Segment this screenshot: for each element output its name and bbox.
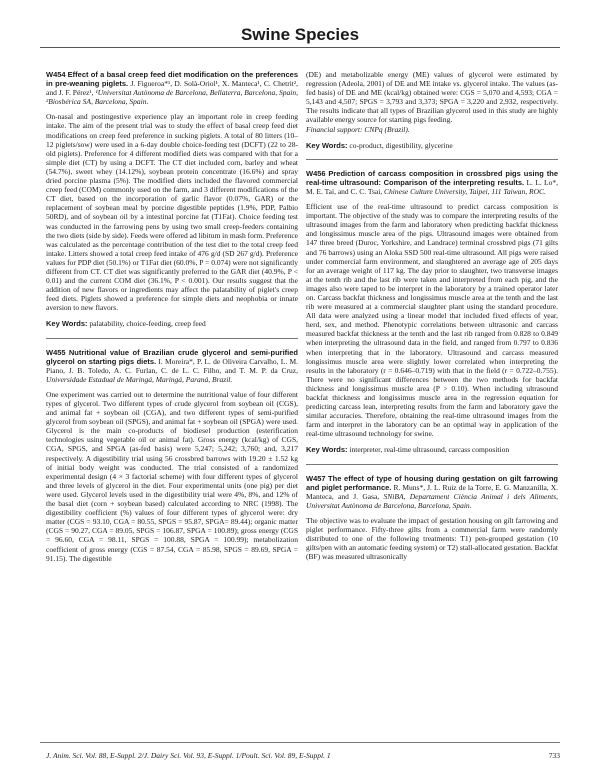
header-rule (40, 47, 560, 48)
page-footer (46, 751, 560, 760)
abstract-w455-affiliation: Universidade Estadual de Maringá, Maringá, Paraná, Brazil. (46, 374, 233, 384)
abstract-w455-body-left: One experiment was carried out to determine the nutritional value of four different types of glycerol. Two different types of crude glycerol from soybean oil (CGS), and animal fat + soybean oil (CGA), and two different types of semi-purified glycerol from soybean oil (SPGS), and animal fat + soybean oil (SPGA) were used. Glycerol is the main co-products of biodiesel production (esterification technologies using vegetable oil or animal fat). Gross energy (kcal/kg) of CGS, CGA, SPGS, and SPGA (as-fed basis) were 5,247; 5,242; 3,760; and, 3,217 respectively. A digestibility trial using 56 crossbred barrows with 19.20 ± 1.52 kg of initial body weight was conducted. The trial consisted of a randomized experimental design (4 × 3 factorial scheme) with four different types of glycerol and three levels of glycerol in the diet. Four experimental units (one pig) per diet were used. Glycerol levels used in the digestibility trial were 4%, 8%, and 12% of the basal diet (corn + soybean based) calculated according to NRC (1998). The digestibility coefficient (%) values of four different types of glycerol were: dry matter (CGS = 93.10, CGA = 80.55, SPGS = 95.87, SPGA= 89.44); organic matter (CGS = 90.27, CGA = 89.05, SPGS = 106.87, SPGA = 100.89); gross energy (CGS = 96.60, CGA = 98.11, SPGS = 100.88, SPGA = 100.99); metabolization coefficient of gross energy (CGS = 87.54, CGA = 85.98, SPGS = 89.69, SPGA = 91.15). The digestible (46, 389, 298, 563)
abstract-w457-authors: R. Muns*, J. L. Ruiz de la Torre, E. G. Manzanilla, X. Manteca, and J. Gasa, (306, 482, 558, 501)
abstract-separator (306, 464, 558, 465)
abstract-w454-keywords-label: Key Words: (46, 319, 88, 329)
abstract-w455-body-right: (DE) and metabolizable energy (ME) values of glycerol were estimated by regression (Adeola, 2001) of DE and ME intake vs. glycerol intake. The values (as-fed basis) of DE and ME (kcal/kg) obtained were: CGS = 5,070 and 4,593; CGA = 5,143 and 4,507; SPGS = 3,793 and 3,373; SPGA = 3,220 and 2,932, respectively. The results indicate that all types of Brazilian glycerol used in this study are highly available energy source for starting pigs feeding. (306, 70, 558, 125)
abstract-w456-body: Efficient use of the real-time ultrasound to predict carcass composition is important. The objective of the study was to compare the interpreting results of the ultrasound images from the farm and laboratory when predicting backfat thickness and longissimus muscle area of the pigs. Ultrasound images were obtained from 147 three breed (Duroc, Yorkshire, and Landrace) terminal crossbred pigs (71 gilts and 76 barrows) using an Aloka SSD 500 real-time ultrasound. All pigs were raised under commercial farm environment, and slaughtered an average age of 205 days for an average weight of 117 kg. The day prior to slaughter, two transverse images at the tenth rib and the last rib were taken and interpreted from each pig, and the images also were taped to be interpret in the laboratory by a trained operator later on. Carcass backfat thickness and longissimus muscle area at the tenth and the last rib were measured at a commercial slaughter plant using the standard procedure. All data were analyzed using a linear model that included fixed effects of year, herd, sex, and method. Phenotypic correlations between ultrasonic and carcass measured backfat thickness at the tenth and the last rib ranged from 0.828 to 0.849 when interpreting the ultrasound data in the field, and ranged from 0.797 to 0.836 when interpreting that in the laboratory. Ultrasound and carcass measured longissimus muscle area were slightly lower correlated when interpreting the results in the laboratory (r = 0.646–0.719) with that in the field (r = 0.722–0.755). There were no significant differences between the two methods for backfat thickness and longissimus muscle area (P > 0.10). When including ultrasound backfat thickness and longissimus muscle area in the regression equation for predicting carcass lean, interpreting results from the farm and laboratory gave the similar accuracies. Therefore, obtaining the real-time ultrasound images from the farm and interpret in the laboratory can be an optimal way in application of the real-time ultrasound technology for swine. (306, 202, 558, 439)
journal-citation: J. Anim. Sci. Vol. 88, E-Suppl. 2/J. Dairy Sci. Vol. 93, E-Suppl. 1/Poult. Sci. Vol. 89, E-Suppl. 1 (46, 751, 331, 760)
abstract-w454-authors: J. Figueroa*¹, D. Solà-Oriol¹, X. Manteca¹, C. Chetrit², and J. F. Pérez¹, (46, 79, 299, 98)
abstract-w454-body: On-nasal and postingestive experience play an important role in creep feeding intake. The aim of the present trial was to study the effect of basal creep feed diet modifications on creep feed preference in sucking piglets. A total of 80 litters (10–12 piglets/sow) were used in a 6-day double choice-feeding test (DCFT) (22 to 28-old piglets). Preference for 4 different modified diets was compared with that for a simple diet (CT) by using a DCFT. The CT diet included corn, barley and wheat (54.7%), sweet whey (14.12%), soybean protein concentrate (16.6%) and spray dried porcine plasma (5%). The modified diets included the flavored commercial creep feed (COM) commonly used on the farm, and 3 different modifications of the CT diet, based on the incorporation of garlic flavor (0.07%, GAR) or the replacement of soybean meal by porcine digestible peptides (1.9%, PDP, Palbio 50RD), and of soybean oil by a intestinal porcine fat (T1Fat). Choice feeding test was conducted in the farrowing pens by using two small creep-feeders containing the two diets (side by side). Feeds were offered ad libitum in mash form. Preference was calculated as the percentage contribution of the test diet to the total creep feed intake. Litters showed a total creep feed intake of 476 g/d (SD 267 g/d). Preference values for PDP diet (50.1%) or T1Fat diet (60.0%, P = 0.074) were not significantly different from CT. CT diet was significantly preferred to the GAR diet (40.9%, P < 0.01) and the current COM diet (36.1%, P < 0.001). Our results suggest that the addition of new flavors or ingredients may affect the palatability of piglet's creep feed diets. Piglets showed a preference for simple diets and neophobia or innate aversion to new flavors. (46, 112, 298, 313)
abstract-w455-title: Nutritional value of Brazilian crude glycerol and semi-purified glycerol on starting pigs diets. (46, 347, 298, 366)
abstract-w454-keywords (46, 319, 298, 328)
abstract-w455-keywords (306, 141, 558, 150)
left-column (46, 70, 298, 563)
abstract-w456-title: Prediction of carcass composition in crossbred pigs using the real-time ultrasound: Comparison of the interpreting results. (306, 168, 559, 187)
abstract-w456-affiliation: Chinese Culture University, Taipei, 111 Taiwan, ROC. (384, 186, 546, 196)
abstract-w456-header (306, 169, 558, 196)
page-title: Swine Species (240, 25, 360, 44)
abstract-w456-keywords (306, 445, 558, 454)
abstract-w455-authors: I. Moreira*, P. L. de Oliveira Carvalho, L. M. Piano, J. B. Toledo, A. C. Furlan, C. de L. C. Filho, and T. M. P. da Cruz, (46, 356, 299, 375)
abstract-w457-body: The objective was to evaluate the impact of gestation housing on gilt farrowing and piglet performance. Fifty-three gilts from a commercial farm were randomly distributed to one of the following treatments: T1) pen-grouped gestation (10 gilts/pen with an automatic feeding system) or T2) stall-allocated gestation. Backfat (BF) was measured ultrasonically (306, 515, 558, 562)
abstract-separator (306, 159, 558, 160)
abstract-w454-header (46, 70, 298, 106)
abstract-w457-number: W457 (306, 473, 326, 483)
abstract-w454-affiliation: ¹Universitat Autònoma de Barcelona, Bellaterra, Barcelona, Spain, ²Biosbérica SA, Barcelona, Spain. (46, 88, 298, 107)
abstract-w455-keywords-text: co-product, digestibility, glycerine (349, 140, 453, 150)
abstract-w457-affiliation: SNiBA, Departament Ciència Animal i dels Aliments, Universitat Autònoma de Barcelona, Barcelona, Spain. (306, 491, 558, 510)
abstract-w457-title: The effect of type of housing during gestation on gilt farrowing and piglet performance. (306, 473, 558, 492)
footer-rule (40, 742, 560, 743)
abstract-w457-header (306, 474, 558, 510)
right-column (306, 70, 558, 561)
abstract-separator (46, 338, 298, 339)
abstract-w455-keywords-label: Key Words: (306, 140, 348, 150)
abstract-w455-number: W455 (46, 347, 66, 357)
abstract-w455-header (46, 348, 298, 384)
abstract-w456-number: W456 (306, 168, 326, 178)
abstract-w454-title: Effect of a basal creep feed diet modification on the preferences in pre-weaning piglets. (46, 70, 298, 89)
abstract-w455-support: Financial support: CNPq (Brazil). (306, 124, 410, 134)
abstract-w456-authors: L. L. Lo*, M. E. Tai, and C. C. Tsai, (306, 177, 558, 196)
abstract-w454-keywords-text: palatability, choice-feeding, creep feed (89, 319, 206, 329)
page-number: 733 (548, 751, 560, 760)
abstract-w456-keywords-label: Key Words: (306, 445, 348, 455)
abstract-w456-keywords-text: interpreter, real-time ultrasound, carcass composition (349, 445, 510, 455)
abstract-w454-number: W454 (46, 70, 66, 79)
